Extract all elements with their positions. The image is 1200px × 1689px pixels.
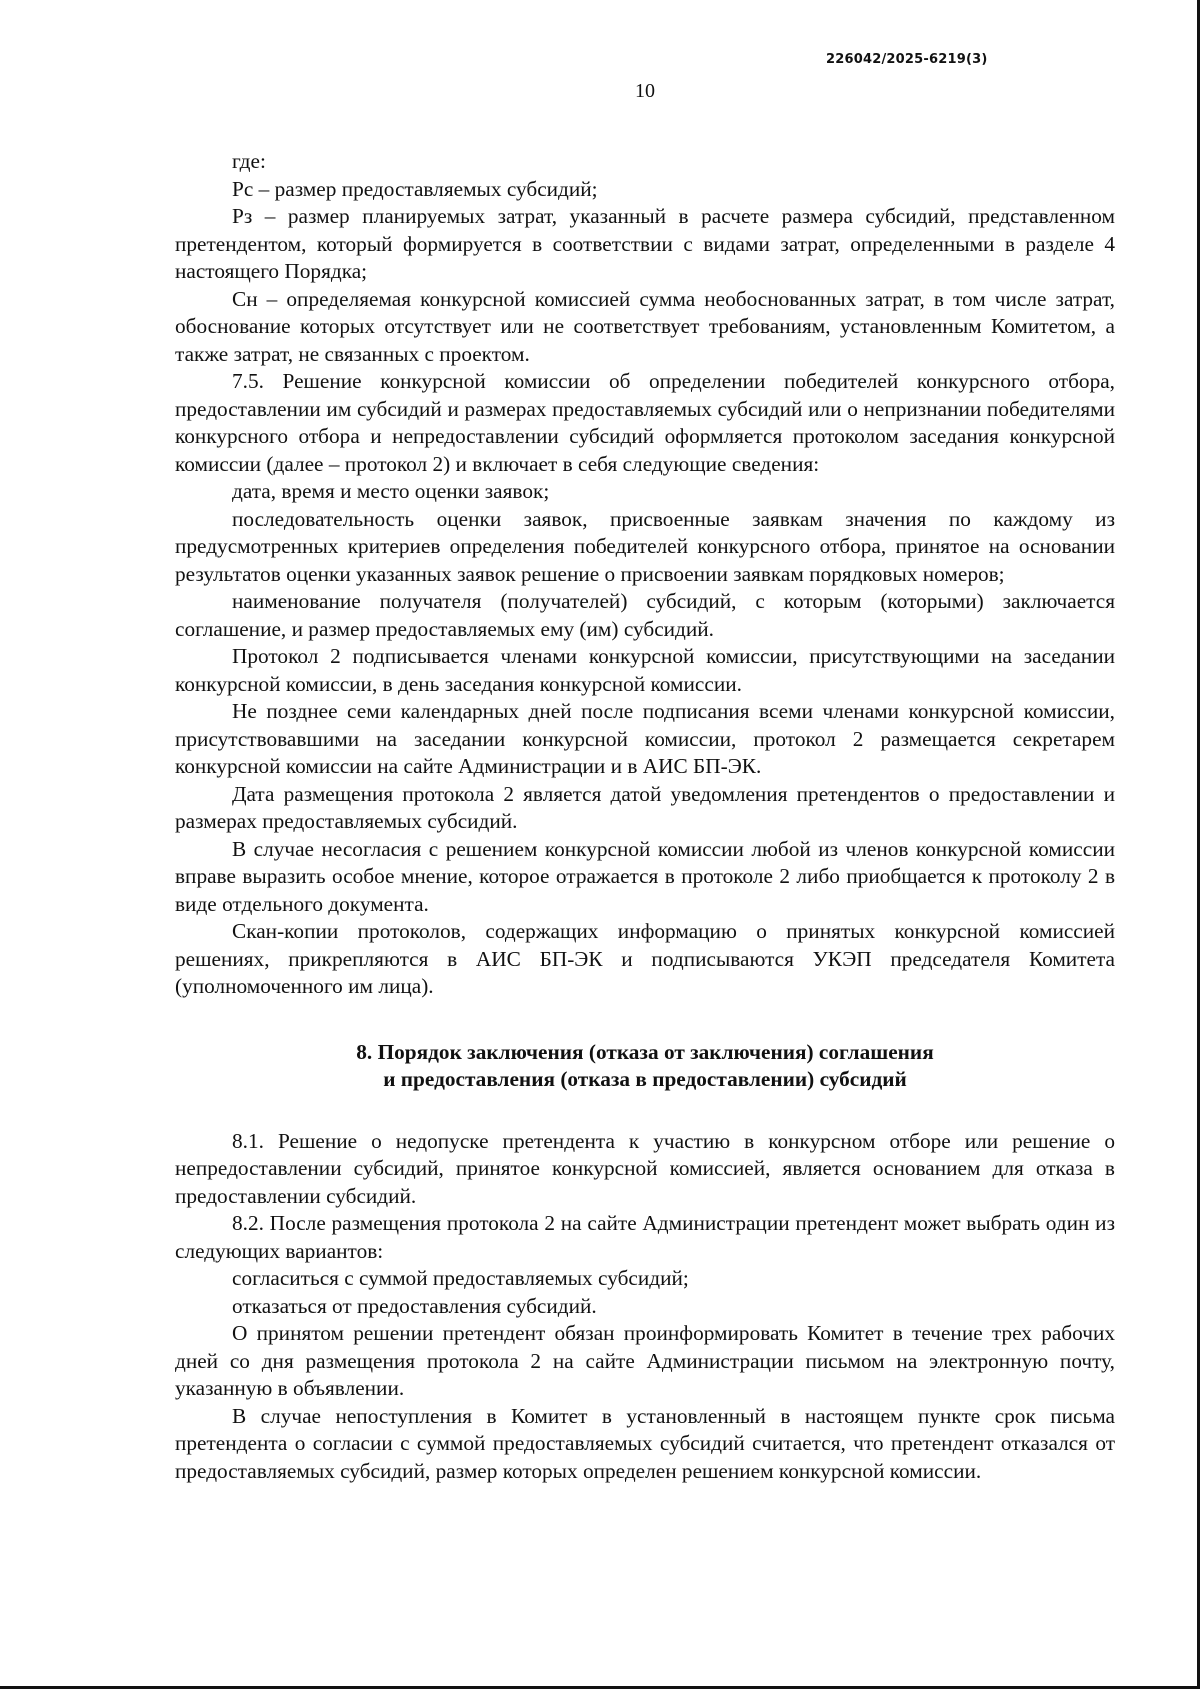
paragraph: Рз – размер планируемых затрат, указанный в расчете размера субсидий, представленном претендентом, который формируется в соответствии с видами затрат, определенными в разделе 4 настоящего Порядка; <box>175 204 1115 283</box>
paragraph: отказаться от предоставления субсидий. <box>232 1293 597 1318</box>
paragraph: Скан-копии протоколов, содержащих информацию о принятых конкурсной комиссией решениях, прикрепляются в АИС БП-ЭК и подписываются УКЭП председателя Комитета (уполномоченного им лица). <box>175 919 1115 998</box>
paragraph: согласиться с суммой предоставляемых субсидий; <box>232 1266 689 1290</box>
paragraph: Протокол 2 подписывается членами конкурсной комиссии, присутствующими на заседании конкурсной комиссии, в день заседания конкурсной комиссии. <box>175 644 1115 696</box>
paragraph: 8.1. Решение о недопуске претендента к участию в конкурсном отборе или решение о непредоставлении субсидий, принятое конкурсной комиссией, является основанием для отказа в предоставлении субсидий. <box>175 1128 1115 1208</box>
paragraph: В случае непоступления в Комитет в установленный в настоящем пункте срок письма претендента о согласии с суммой предоставляемых субсидий считается, что претендент отказался от предоставляемых субсидий, размер которых определен решением конкурсной комиссии. <box>175 1403 1115 1483</box>
paragraph: Не позднее семи календарных дней после подписания всеми членами конкурсной комиссии, присутствовавшими на заседании конкурсной комиссии, протокол 2 размещается секретарем конкурсной комиссии на сайте Администрации и в АИС БП-ЭК. <box>175 699 1115 778</box>
page-number: 10 <box>635 80 655 102</box>
document-number: 226042/2025-6219(3) <box>826 52 988 67</box>
paragraph: Дата размещения протокола 2 является датой уведомления претендентов о предоставлении и размерах предоставляемых субсидий. <box>175 781 1115 833</box>
paragraph: 7.5. Решение конкурсной комиссии об определении победителей конкурсного отбора, предоставлении им субсидий и размерах предоставляемых субсидий или о непризнании победителями конкурсного отбора и непредоставлении субсидий оформляется протоколом заседания конкурсной комиссии (далее – протокол 2) и включает в себя следующие сведения: <box>175 369 1115 476</box>
section-heading-line1: 8. Порядок заключения (отказа от заключения) соглашения <box>356 1039 934 1064</box>
paragraph: где: <box>232 149 266 173</box>
paragraph: Сн – определяемая конкурсной комиссией сумма необоснованных затрат, в том числе затрат, обоснование которых отсутствует или не соответствует требованиям, установленным Комитетом, а также затрат, не связанных с проектом. <box>175 286 1115 366</box>
section-heading-line2: и предоставления (отказа в предоставлении) субсидий <box>383 1067 907 1091</box>
paragraph: дата, время и место оценки заявок; <box>232 479 550 503</box>
paragraph: В случае несогласия с решением конкурсной комиссии любой из членов конкурсной комиссии вправе выразить особое мнение, которое отражается в протоколе 2 либо приобщается к протоколу 2 в виде отдельного документа. <box>175 836 1115 916</box>
paragraph: наименование получателя (получателей) субсидий, с которым (которыми) заключается соглашение, и размер предоставляемых ему (им) субсидий. <box>175 589 1115 641</box>
section-heading <box>175 1039 1115 1094</box>
paragraph: О принятом решении претендент обязан проинформировать Комитет в течение трех рабочих дней со дня размещения протокола 2 на сайте Администрации письмом на электронную почту, указанную в объявлении. <box>175 1321 1115 1400</box>
paragraph: последовательность оценки заявок, присвоенные заявкам значения по каждому из предусмотренных критериев определения победителей конкурсного отбора, принятое на основании результатов оценки указанных заявок решение о присвоении заявкам порядковых номеров; <box>175 506 1115 586</box>
paragraph: 8.2. После размещения протокола 2 на сайте Администрации претендент может выбрать один из следующих вариантов: <box>175 1211 1115 1263</box>
paragraph: Рс – размер предоставляемых субсидий; <box>232 176 598 201</box>
document-body <box>175 148 1115 1485</box>
